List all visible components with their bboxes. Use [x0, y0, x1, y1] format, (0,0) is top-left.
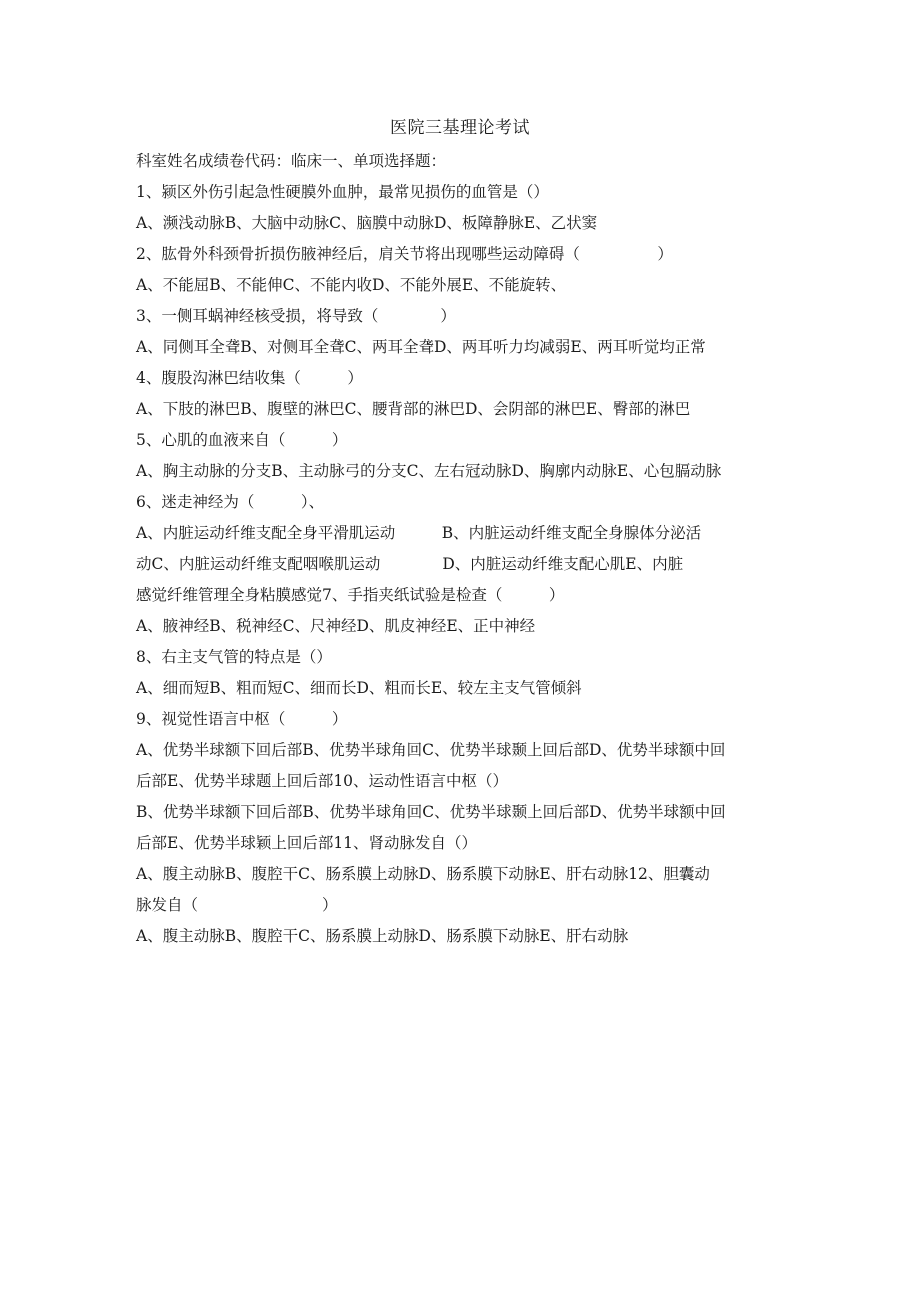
options-4: A、下肢的淋巴B、腹壁的淋巴C、腰背部的淋巴D、会阴部的淋巴E、臀部的淋巴 [136, 400, 691, 418]
options-6-line-1: A、内脏运动纤维支配全身平滑肌运动 B、内脏运动纤维支配全身腺体分泌活 [136, 524, 702, 542]
header-line: 科室姓名成绩卷代码：临床一、单项选择题： [136, 152, 447, 170]
options-1: A、濒浅动脉B、大脑中动脉C、脑膜中动脉D、板障静脉E、乙状窦 [136, 214, 598, 232]
options-6-line-2: 动C、内脏运动纤维支配咽喉肌运动 D、内脏运动纤维支配心肌E、内脏 [136, 555, 684, 573]
options-3: A、同侧耳全聋B、对侧耳全聋C、两耳全聋D、两耳听力均减弱E、两耳听觉均正常 [136, 338, 706, 356]
question-6: 6、迷走神经为（ ）、 [136, 493, 325, 511]
options-11-line-1: A、腹主动脉B、腹腔干C、肠系膜上动脉D、肠系膜下动脉E、肝右动脉12、胆囊动 [136, 865, 710, 883]
page-title: 医院三基理论考试 [390, 118, 530, 138]
options-9-line-2: 后部E、优势半球题上回后部10、运动性语言中枢（） [136, 772, 509, 790]
question-9: 9、视觉性语言中枢（ ） [136, 710, 348, 728]
options-11-line-2: 脉发自（ ） [136, 896, 338, 914]
options-6-line-3: 感觉纤维管理全身粘膜感觉7、手指夹纸试验是检查（ ） [136, 586, 565, 604]
question-1: 1、颍区外伤引起急性硬膜外血肿，最常见损伤的血管是（） [136, 183, 549, 201]
question-3: 3、一侧耳蜗神经核受损，将导致（ ） [136, 307, 456, 325]
options-9-line-1: A、优势半球额下回后部B、优势半球角回C、优势半球颞上回后部D、优势半球额中回 [136, 741, 726, 759]
options-2: A、不能屈B、不能伸C、不能内收D、不能外展E、不能旋转、 [136, 276, 567, 294]
question-body [136, 146, 796, 952]
options-7: A、腋神经B、税神经C、尺神经D、肌皮神经E、正中神经 [136, 617, 536, 635]
question-8: 8、右主支气管的特点是（） [136, 648, 332, 666]
options-10-line-1: B、优势半球额下回后部B、优势半球角回C、优势半球颞上回后部D、优势半球额中回 [136, 803, 726, 821]
question-4: 4、腹股沟淋巴结收集（ ） [136, 369, 363, 387]
options-12: A、腹主动脉B、腹腔干C、肠系膜上动脉D、肠系膜下动脉E、肝右动脉 [136, 927, 629, 945]
question-2: 2、肱骨外科颈骨折损伤腋神经后，肩关节将出现哪些运动障碍（ ） [136, 245, 673, 263]
options-10-line-2: 后部E、优势半球颖上回后部11、肾动脉发自（） [136, 834, 478, 852]
question-5: 5、心肌的血液来自（ ） [136, 431, 348, 449]
options-5: A、胸主动脉的分支B、主动脉弓的分支C、左右冠动脉D、胸廓内动脉E、心包膈动脉 [136, 462, 722, 480]
options-8: A、细而短B、粗而短C、细而长D、粗而长E、较左主支气管倾斜 [136, 679, 582, 697]
